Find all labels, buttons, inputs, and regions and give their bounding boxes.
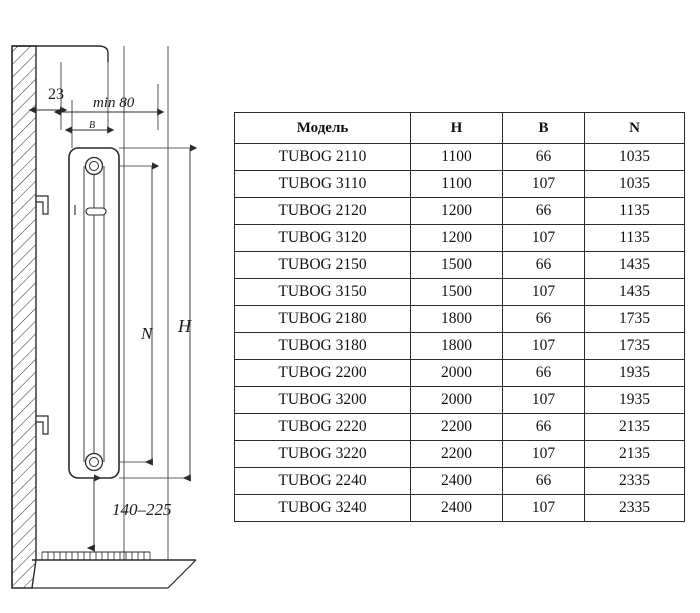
table-row — [235, 387, 685, 414]
table-row — [235, 441, 685, 468]
cell-model: TUBOG 2240 — [235, 468, 411, 495]
cell-n: 1435 — [585, 279, 685, 306]
cell-b: 107 — [503, 441, 585, 468]
dimension-h — [119, 148, 190, 478]
cell-n: 1035 — [585, 171, 685, 198]
cell-b: 107 — [503, 225, 585, 252]
table-row — [235, 198, 685, 225]
cell-n: 2335 — [585, 468, 685, 495]
cell-b: 66 — [503, 414, 585, 441]
cell-model: TUBOG 2120 — [235, 198, 411, 225]
tube-radiator — [69, 148, 119, 478]
dimension-label-h: H — [178, 316, 191, 336]
cell-n: 1135 — [585, 225, 685, 252]
table-row — [235, 171, 685, 198]
dimension-label-b: B — [89, 120, 96, 131]
cell-b: 107 — [503, 333, 585, 360]
cell-n: 1435 — [585, 252, 685, 279]
table-row — [235, 225, 685, 252]
table-row — [235, 279, 685, 306]
cell-b: 66 — [503, 198, 585, 225]
cell-h: 1500 — [411, 279, 503, 306]
cell-model: TUBOG 3150 — [235, 279, 411, 306]
cell-model: TUBOG 2110 — [235, 144, 411, 171]
cell-h: 1800 — [411, 333, 503, 360]
cell-b: 66 — [503, 468, 585, 495]
cell-b: 107 — [503, 279, 585, 306]
cell-n: 1935 — [585, 387, 685, 414]
dimension-label-min80: min 80 — [93, 95, 135, 111]
table-row — [235, 468, 685, 495]
cell-model: TUBOG 3220 — [235, 441, 411, 468]
cell-model: TUBOG 3180 — [235, 333, 411, 360]
cell-h: 2000 — [411, 387, 503, 414]
cell-model: TUBOG 3110 — [235, 171, 411, 198]
wall-bracket — [36, 196, 48, 434]
table-row — [235, 333, 685, 360]
table-row — [235, 306, 685, 333]
cell-h: 2400 — [411, 468, 503, 495]
cell-h: 2000 — [411, 360, 503, 387]
floor-line — [32, 552, 196, 588]
cell-b: 66 — [503, 306, 585, 333]
cell-n: 1735 — [585, 306, 685, 333]
cell-h: 2400 — [411, 495, 503, 522]
cell-n: 2335 — [585, 495, 685, 522]
cell-n: 1035 — [585, 144, 685, 171]
cell-h: 1200 — [411, 198, 503, 225]
cell-h: 1800 — [411, 306, 503, 333]
cell-h: 2200 — [411, 414, 503, 441]
cell-b: 66 — [503, 252, 585, 279]
cell-n: 2135 — [585, 441, 685, 468]
column-header-n: N — [585, 113, 685, 144]
column-header-b: B — [503, 113, 585, 144]
cell-model: TUBOG 3120 — [235, 225, 411, 252]
table-row — [235, 360, 685, 387]
dimension-label-n: N — [141, 324, 153, 343]
cell-model: TUBOG 3240 — [235, 495, 411, 522]
column-header-h: H — [411, 113, 503, 144]
table-row — [235, 252, 685, 279]
cell-n: 1735 — [585, 333, 685, 360]
cell-model: TUBOG 2150 — [235, 252, 411, 279]
cell-h: 2200 — [411, 441, 503, 468]
cell-h: 1200 — [411, 225, 503, 252]
table-row — [235, 495, 685, 522]
cell-h: 1100 — [411, 144, 503, 171]
cell-n: 1935 — [585, 360, 685, 387]
dimension-label-23: 23 — [48, 86, 64, 103]
specification-table — [234, 112, 685, 522]
table-row — [235, 144, 685, 171]
cell-model: TUBOG 2200 — [235, 360, 411, 387]
cell-b: 66 — [503, 360, 585, 387]
radiator-mounting-drawing — [0, 0, 235, 613]
cell-model: TUBOG 3200 — [235, 387, 411, 414]
cell-b: 66 — [503, 144, 585, 171]
cell-model: TUBOG 2220 — [235, 414, 411, 441]
cell-model: TUBOG 2180 — [235, 306, 411, 333]
cell-b: 107 — [503, 387, 585, 414]
cell-b: 107 — [503, 495, 585, 522]
cell-b: 107 — [503, 171, 585, 198]
column-header-model: Модель — [235, 113, 411, 144]
table-header-row — [235, 113, 685, 144]
specification-table-wrapper — [234, 112, 684, 522]
table-row — [235, 414, 685, 441]
cell-n: 1135 — [585, 198, 685, 225]
dimension-label-floor-range: 140–225 — [112, 500, 172, 519]
cell-n: 2135 — [585, 414, 685, 441]
hatched-wall — [12, 46, 36, 588]
cell-h: 1100 — [411, 171, 503, 198]
cell-h: 1500 — [411, 252, 503, 279]
